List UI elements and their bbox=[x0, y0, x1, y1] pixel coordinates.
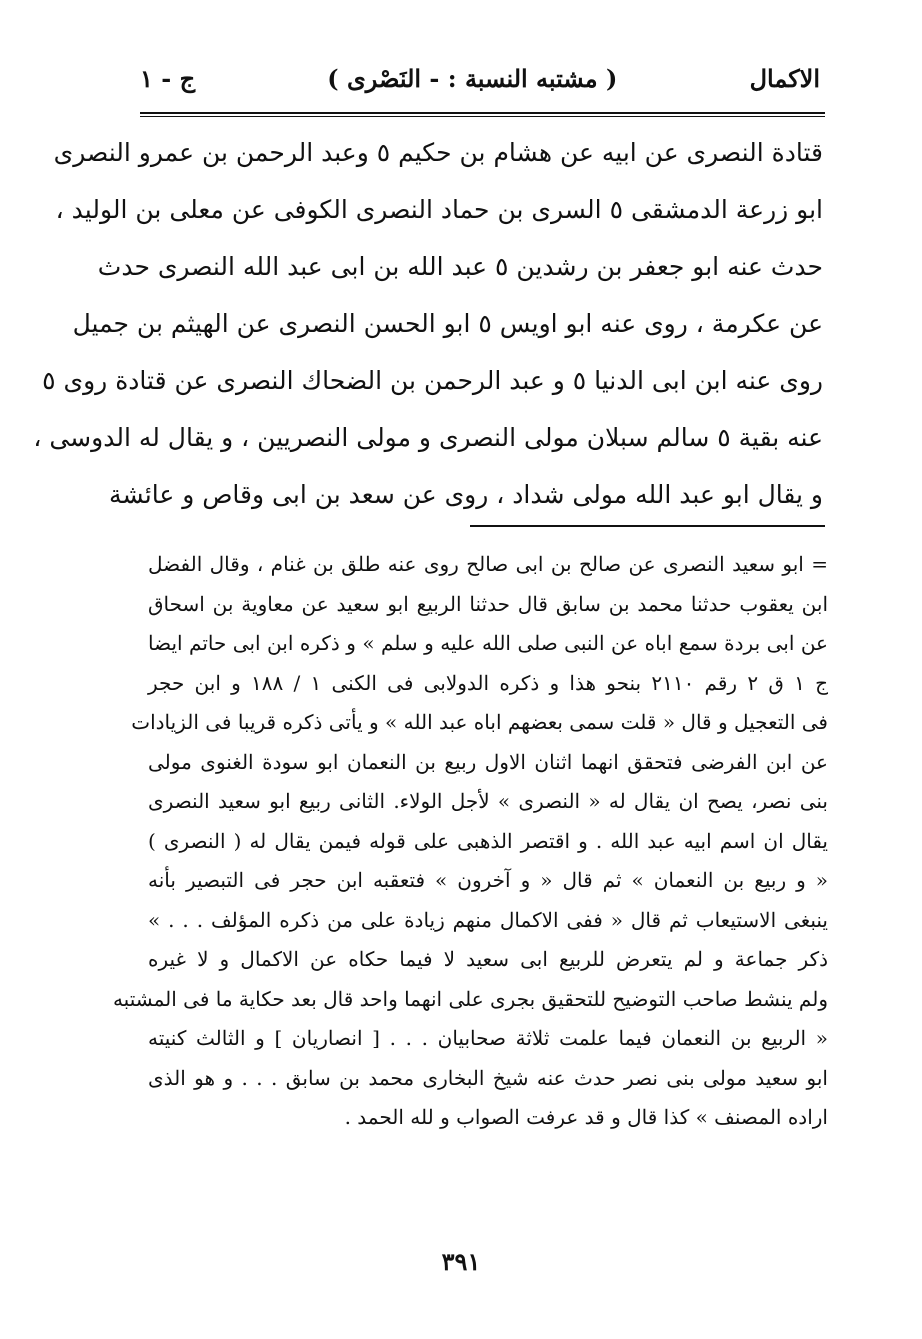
footnote-line: بنى نصر، يصح ان يقال له « النصرى » لأجل الولاء. الثانى ربيع ابو سعيد النصرى bbox=[148, 789, 828, 813]
footnote-line: ابو سعيد مولى بنى نصر حدث عنه شيخ البخارى محمد بن سابق . . . و هو الذى bbox=[148, 1065, 828, 1090]
footnote-line: اراده المصنف » كذا قال و قد عرفت الصواب و لله الحمد . bbox=[344, 1105, 828, 1129]
footnote-line: ينبغى الاستيعاب ثم قال « ففى الاكمال منهم زيادة على من ذكره المؤلف . . . » bbox=[148, 907, 828, 932]
main-line: حدث عنه ابو جعفر بن رشدين ٥ عبد الله بن ابى عبد الله النصرى حدث bbox=[97, 252, 823, 281]
footnote-separator bbox=[470, 525, 825, 527]
footnote-line: عن ابن الفرضى فتحقق انهما اثنان الاول ربيع بن النعمان ابو سودة الغنوى مولى bbox=[148, 749, 828, 774]
footnote-line: ابن يعقوب حدثنا محمد بن سابق قال حدثنا الربيع ابو سعيد عن معاوية بن اسحاق bbox=[148, 591, 828, 616]
footnote-line: يقال ان اسم ابيه عبد الله . و اقتصر الذهبى على قوله فيمن يقال له ( النصرى ) bbox=[148, 828, 828, 853]
main-line: عنه بقية ٥ سالم سبلان مولى النصرى و مولى النصريين ، و يقال له الدوسى ، bbox=[33, 423, 823, 452]
footnote-line: = ابو سعيد النصرى عن صالح بن ابى صالح روى عنه طلق بن غنام ، وقال الفضل bbox=[148, 552, 828, 576]
footnotes bbox=[112, 545, 829, 1138]
volume-label: ج - ١ bbox=[140, 63, 196, 93]
footnote-line: « و ربيع بن النعمان » ثم قال « و آخرون » فتعقبه ابن حجر فى التبصير بأنه bbox=[148, 868, 828, 892]
main-text bbox=[33, 124, 823, 523]
footnote-line: ذكر جماعة و لم يتعرض للربيع ابى سعيد لا فيما حكاه عن الاكمال و لا غيره bbox=[148, 947, 828, 971]
main-line: روى عنه ابن ابى الدنيا ٥ و عبد الرحمن بن الضحاك النصرى عن قتادة روى ٥ bbox=[42, 366, 823, 395]
main-line: قتادة النصرى عن ابيه عن هشام بن حكيم ٥ وعبد الرحمن بن عمرو النصرى bbox=[53, 138, 823, 167]
page-number: ٣٩١ bbox=[441, 1247, 481, 1276]
main-line: و يقال ابو عبد الله مولى شداد ، روى عن سعد بن ابى وقاص و عائشة bbox=[109, 480, 823, 509]
footnote-line: ج ١ ق ٢ رقم ٢١١٠ بنحو هذا و ذكره الدولابى فى الكنى ١ / ١٨٨ و ابن حجر bbox=[148, 670, 829, 695]
main-line: عن عكرمة ، روى عنه ابو اويس ٥ ابو الحسن النصرى عن الهيثم بن جميل bbox=[72, 309, 823, 338]
footnote-line: عن ابى بردة سمع اباه عن النبى صلى الله عليه و سلم » و ذكره ابن ابى حاتم ايضا bbox=[148, 631, 828, 655]
footnote-line: ولم ينشط صاحب التوضيح للتحقيق بجرى على انهما واحد قال بعد حكاية ما فى المشتبه bbox=[112, 986, 828, 1011]
footnote-line: فى التعجيل و قال « قلت سمى بعضهم اباه عبد الله » و يأتى ذكره قريبا فى الزيادات bbox=[131, 710, 828, 734]
header-rule bbox=[140, 112, 825, 114]
book-title: الاكمال bbox=[749, 63, 820, 93]
section-title: ( مشتبه النسبة : - النَصْرى ) bbox=[327, 63, 618, 93]
footnote-line: « الربيع بن النعمان فيما علمت ثلاثة صحابيان . . . [ انصاريان ] و الثالث كنيته bbox=[148, 1026, 828, 1050]
main-line: ابو زرعة الدمشقى ٥ السرى بن حماد النصرى الكوفى عن معلى بن الوليد ، bbox=[55, 195, 823, 224]
running-header bbox=[140, 58, 820, 98]
